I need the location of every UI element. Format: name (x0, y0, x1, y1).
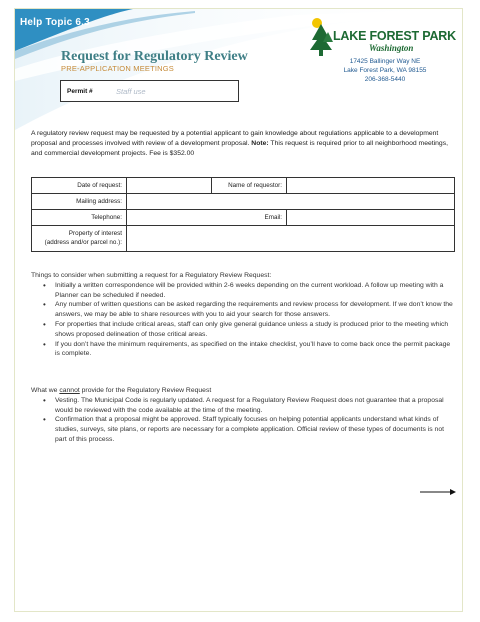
intro-text-2: This request is required prior to all neighborhood meetings, and commercial development projects. Fee is $352.00 (31, 139, 448, 157)
date-label: Date of request: (32, 178, 127, 194)
intro-paragraph (31, 129, 451, 158)
things-to-consider-section (31, 271, 455, 359)
form-row-mailing (32, 194, 455, 210)
intro-text-1: A regulatory review request may be requested by a potential applicant to gain knowledge about regulations applicable to a development proposal and processes involved with review of a development proposal. (31, 130, 439, 147)
property-label-line-1: Property of interest (68, 230, 122, 237)
consider-title: Things to consider when submitting a request for a Regulatory Review Request: (31, 272, 272, 279)
phone-number: 206-368-5440 (364, 76, 406, 83)
permit-number-field[interactable] (60, 80, 239, 102)
help-topic-badge: Help Topic 6.3 (20, 17, 90, 28)
permit-placeholder: Staff use (116, 87, 146, 96)
city-name: LAKE FOREST PARK (333, 29, 456, 43)
requestor-label: Name of requestor: (212, 178, 287, 194)
cannot-item: • Confirmation that a proposal might be approved. Staff typically focuses on helping potential applicants understand what kinds of studies, surveys, site plans, or reports are necessary for a complete application. Official review of these types of documents is not part of this process. (55, 415, 455, 444)
cannot-item: • Vesting. The Municipal Code is regularly updated. A request for a Regulatory Review Request does not guarantee that a proposal would be reviewed with the code available at the time of the meeting. (55, 396, 455, 416)
consider-item: • Any number of written questions can be asked regarding the requirements and review process for development. If we don’t know the answers, we may be able to share resources with you to aid your search for those answers. (55, 300, 455, 320)
intro-note-label: Note: (251, 139, 269, 147)
cannot-title-post: provide for the Regulatory Review Request (81, 387, 212, 394)
telephone-field[interactable] (127, 210, 287, 226)
property-label (32, 226, 127, 252)
email-label: Email: (264, 214, 282, 221)
cannot-title-underlined: cannot (59, 387, 80, 394)
cannot-list (31, 396, 455, 445)
state-name: Washington (369, 43, 414, 53)
form-row-property (32, 226, 455, 252)
cannot-title-pre: What we (31, 387, 58, 394)
tree-icon (308, 16, 334, 60)
date-field[interactable] (127, 178, 212, 194)
email-field[interactable] (287, 210, 455, 226)
next-page-arrow-icon[interactable] (420, 487, 456, 497)
address-line-1: 17425 Ballinger Way NE (349, 58, 421, 65)
request-form-table (31, 177, 455, 252)
city-logo (308, 16, 463, 60)
consider-list (31, 281, 455, 359)
mailing-field[interactable] (127, 194, 455, 210)
cannot-provide-section (31, 386, 455, 445)
consider-item: • Initially a written correspondence will be provided within 2-6 weeks depending on the current workload. A follow up meeting with a Planner can be scheduled if needed. (55, 281, 455, 301)
requestor-field[interactable] (287, 178, 455, 194)
consider-item: • For properties that include critical areas, staff can only give general guidance unless a study is produced prior to the meeting which shows proposed delineation of those critical areas. (55, 320, 455, 340)
document-subtitle: PRE-APPLICATION MEETINGS (61, 64, 175, 73)
form-row-telephone (32, 210, 455, 226)
permit-label: Permit # (67, 88, 93, 95)
mailing-label: Mailing address: (32, 194, 127, 210)
address-line-2: Lake Forest Park, WA 98155 (343, 67, 427, 74)
consider-item: • If you don’t have the minimum requirements, as specified on the intake checklist, you’ll have to come back once the permit package is complete. (55, 340, 455, 360)
cannot-title (31, 386, 455, 396)
document-title: Request for Regulatory Review (61, 49, 248, 64)
property-label-line-2: (address and/or parcel no.): (44, 238, 122, 246)
telephone-label: Telephone: (32, 210, 127, 226)
property-field[interactable] (127, 226, 455, 252)
form-row-date (32, 178, 455, 194)
